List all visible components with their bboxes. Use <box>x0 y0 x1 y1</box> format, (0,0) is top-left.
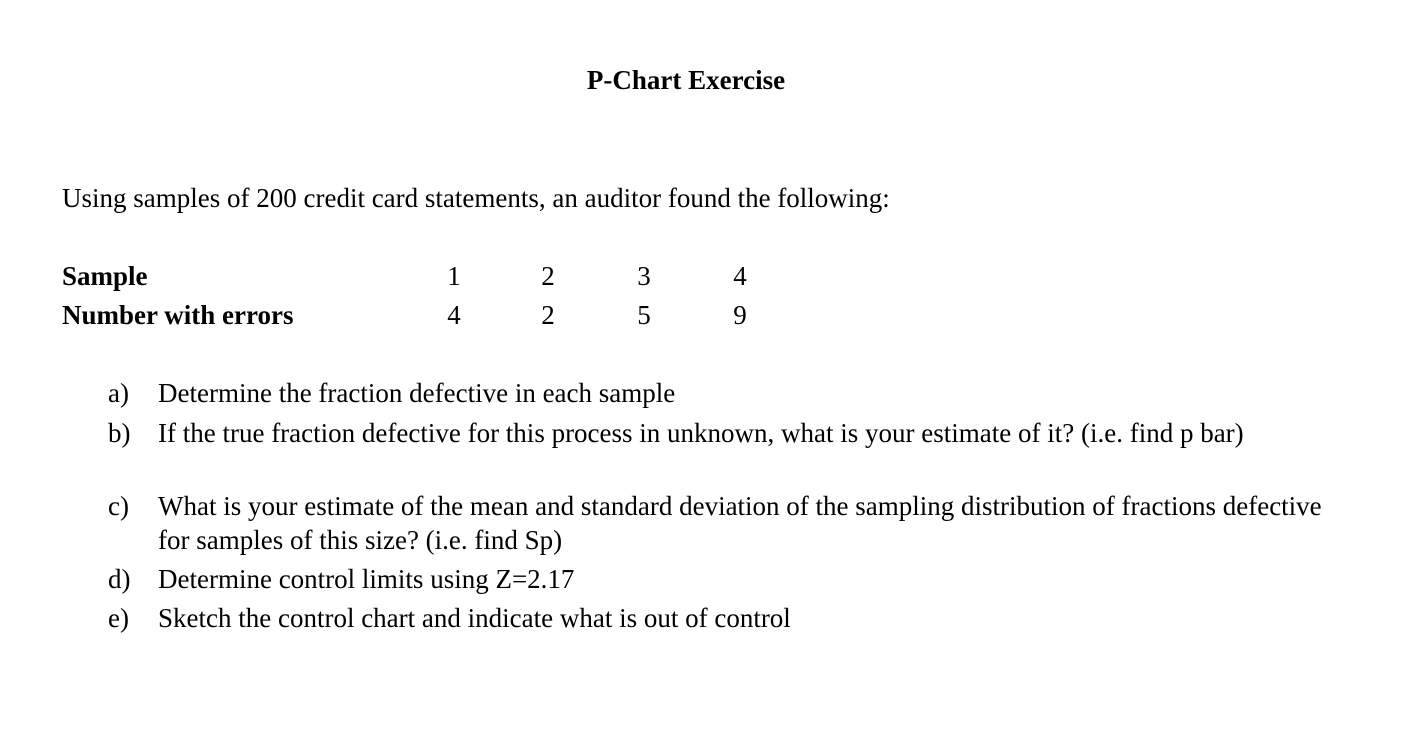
errors-cell: 5 <box>637 300 651 330</box>
errors-row-label: Number with errors <box>62 300 294 330</box>
errors-cell: 4 <box>447 300 461 330</box>
question-letter: b) <box>108 418 131 448</box>
question-letter: c) <box>108 491 129 521</box>
sample-cell: 3 <box>637 261 651 291</box>
errors-cell: 9 <box>733 300 747 330</box>
question-letter: a) <box>108 378 129 408</box>
sample-cell: 2 <box>541 261 555 291</box>
errors-cell: 2 <box>541 300 555 330</box>
question-letter: d) <box>108 564 131 594</box>
page-title: P-Chart Exercise <box>586 65 786 95</box>
intro-text: Using samples of 200 credit card statements, an auditor found the following: <box>62 183 890 213</box>
question-text: Determine the fraction defective in each sample <box>158 378 676 408</box>
question-text: If the true fraction defective for this process in unknown, what is your estimate of it? (i.e. find p bar) <box>158 418 1244 448</box>
sample-row-label: Sample <box>62 261 148 291</box>
sample-cell: 1 <box>447 261 461 291</box>
sample-cell: 4 <box>733 261 747 291</box>
question-text: Sketch the control chart and indicate what is out of control <box>158 603 791 633</box>
question-letter: e) <box>108 603 129 633</box>
question-text: Determine control limits using Z=2.17 <box>158 564 575 594</box>
question-text: What is your estimate of the mean and standard deviation of the sampling distribution of fractions defective for samples of this size? (i.e. find Sp) <box>158 491 1322 555</box>
